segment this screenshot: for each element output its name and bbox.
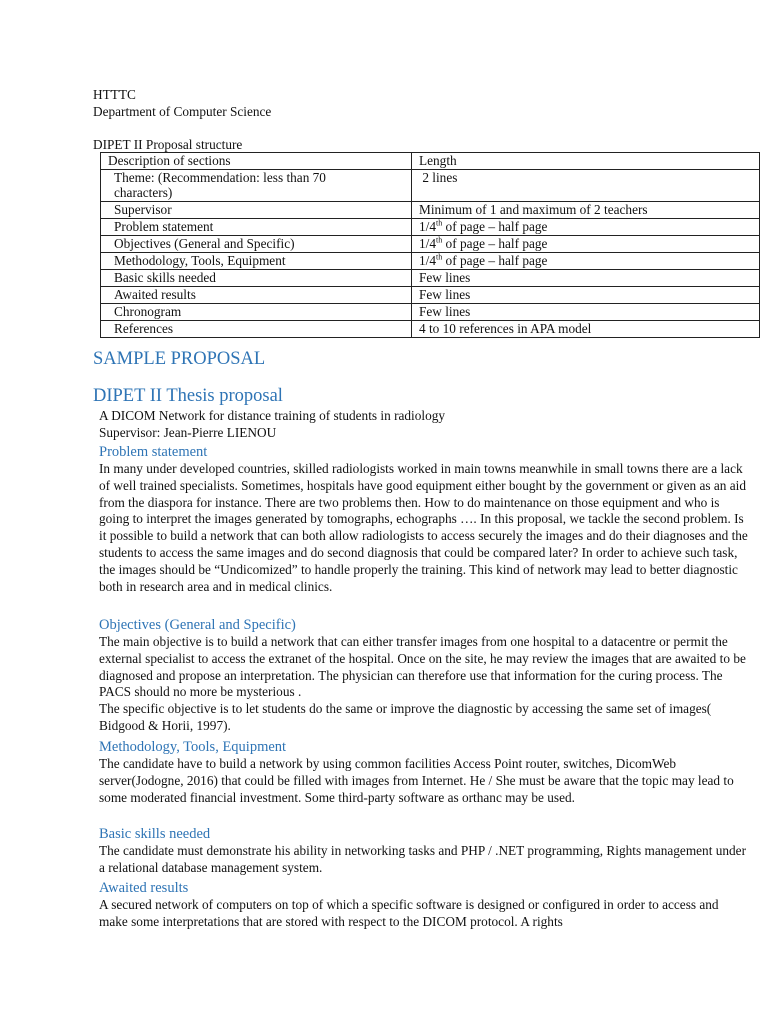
section-body-problem	[99, 461, 749, 595]
table-cell: Minimum of 1 and maximum of 2 teachers	[412, 202, 760, 219]
section-heading-methodology: Methodology, Tools, Equipment	[99, 739, 287, 755]
table-cell: 1/4th of page – half page	[412, 236, 760, 253]
section-heading-problem: Problem statement	[99, 444, 208, 460]
table-row	[101, 236, 760, 253]
section-heading-results: Awaited results	[99, 880, 189, 896]
paragraph: The main objective is to build a network that can either transfer images from one hospital to a datacentre or permit the external specialist to access the extranet of the hospital. Once on the site, he may review the images that are awaited to be diagnosed and propose an interpretation. The physician can therefore use that information for the curing process. The PACS should no more be mysterious .	[99, 634, 746, 700]
table-cell: 1/4th of page – half page	[412, 219, 760, 236]
department-name: Department of Computer Science	[93, 104, 272, 119]
table-cell: Methodology, Tools, Equipment	[101, 253, 412, 270]
table-cell: References	[101, 321, 412, 338]
table-cell: Few lines	[412, 287, 760, 304]
section-heading-objectives: Objectives (General and Specific)	[99, 617, 296, 633]
table-cell: Few lines	[412, 270, 760, 287]
sample-proposal-heading: SAMPLE PROPOSAL	[93, 349, 266, 369]
table-cell: 1/4th of page – half page	[412, 253, 760, 270]
paragraph: The candidate have to build a network by using common facilities Access Point router, switches, DicomWeb server(Jodogne, 2016) that could be filled with images from Internet. He / She must be aware that the topic may lead to some moderated financial investment. Some third-party software as orthanc may be used.	[99, 756, 734, 805]
section-body-objectives	[99, 634, 749, 735]
section-body-results	[99, 897, 749, 931]
table-row	[101, 219, 760, 236]
table-cell: Awaited results	[101, 287, 412, 304]
table-row	[101, 170, 760, 202]
table-cell: Theme: (Recommendation: less than 70 characters)	[101, 170, 412, 202]
org-name: HTTTC	[93, 87, 136, 102]
table-row	[101, 270, 760, 287]
proposal-title: A DICOM Network for distance training of students in radiology	[99, 408, 446, 423]
table-row	[101, 287, 760, 304]
paragraph: The candidate must demonstrate his ability in networking tasks and PHP / .NET programming, Rights management under a relational database management system.	[99, 843, 747, 875]
table-row	[101, 202, 760, 219]
table-cell: Objectives (General and Specific)	[101, 236, 412, 253]
section-body-skills	[99, 843, 749, 877]
thesis-proposal-heading: DIPET II Thesis proposal	[93, 386, 283, 406]
table-cell: Few lines	[412, 304, 760, 321]
table-row	[101, 304, 760, 321]
table-cell: Supervisor	[101, 202, 412, 219]
proposal-supervisor: Supervisor: Jean-Pierre LIENOU	[99, 425, 277, 440]
section-body-methodology	[99, 756, 749, 806]
table-header-row	[101, 153, 760, 170]
proposal-structure-table	[100, 152, 760, 338]
table-row	[101, 253, 760, 270]
paragraph: A secured network of computers on top of which a specific software is designed or configured in order to access and make some interpretations that are stored with respect to the DICOM protocol. A rights	[99, 897, 719, 929]
paragraph: In many under developed countries, skilled radiologists worked in main towns meanwhile in small towns there are a lack of well trained specialists. Sometimes, hospitals have good equipment either bought by the government or given as an aid from the diaspora for instance. There are two problems then. How to do maintenance on those equipment and who is going to interpret the images generated by tomographs, echographs …. In this proposal, we tackle the second problem. Is it possible to build a network that can both allow radiologists to access securely the images and do their diagnoses and the students to access the same images and do second diagnosis that could be compared later? In order to achieve such task, the images should be “Undicomized” to handle properly the training. This kind of network may lead to better diagnostic both in research area and in medical clinics.	[99, 461, 748, 594]
section-heading-skills: Basic skills needed	[99, 826, 211, 842]
table-cell: 4 to 10 references in APA model	[412, 321, 760, 338]
table-cell: Basic skills needed	[101, 270, 412, 287]
table-header-cell: Description of sections	[101, 153, 412, 170]
table-cell: 2 lines	[412, 170, 760, 202]
table-cell: Chronogram	[101, 304, 412, 321]
structure-title: DIPET II Proposal structure	[93, 137, 243, 152]
table-row	[101, 321, 760, 338]
table-cell: Problem statement	[101, 219, 412, 236]
table-header-cell: Length	[412, 153, 760, 170]
paragraph: The specific objective is to let students do the same or improve the diagnostic by accessing the same set of images( Bidgood & Horii, 1997).	[99, 701, 712, 733]
